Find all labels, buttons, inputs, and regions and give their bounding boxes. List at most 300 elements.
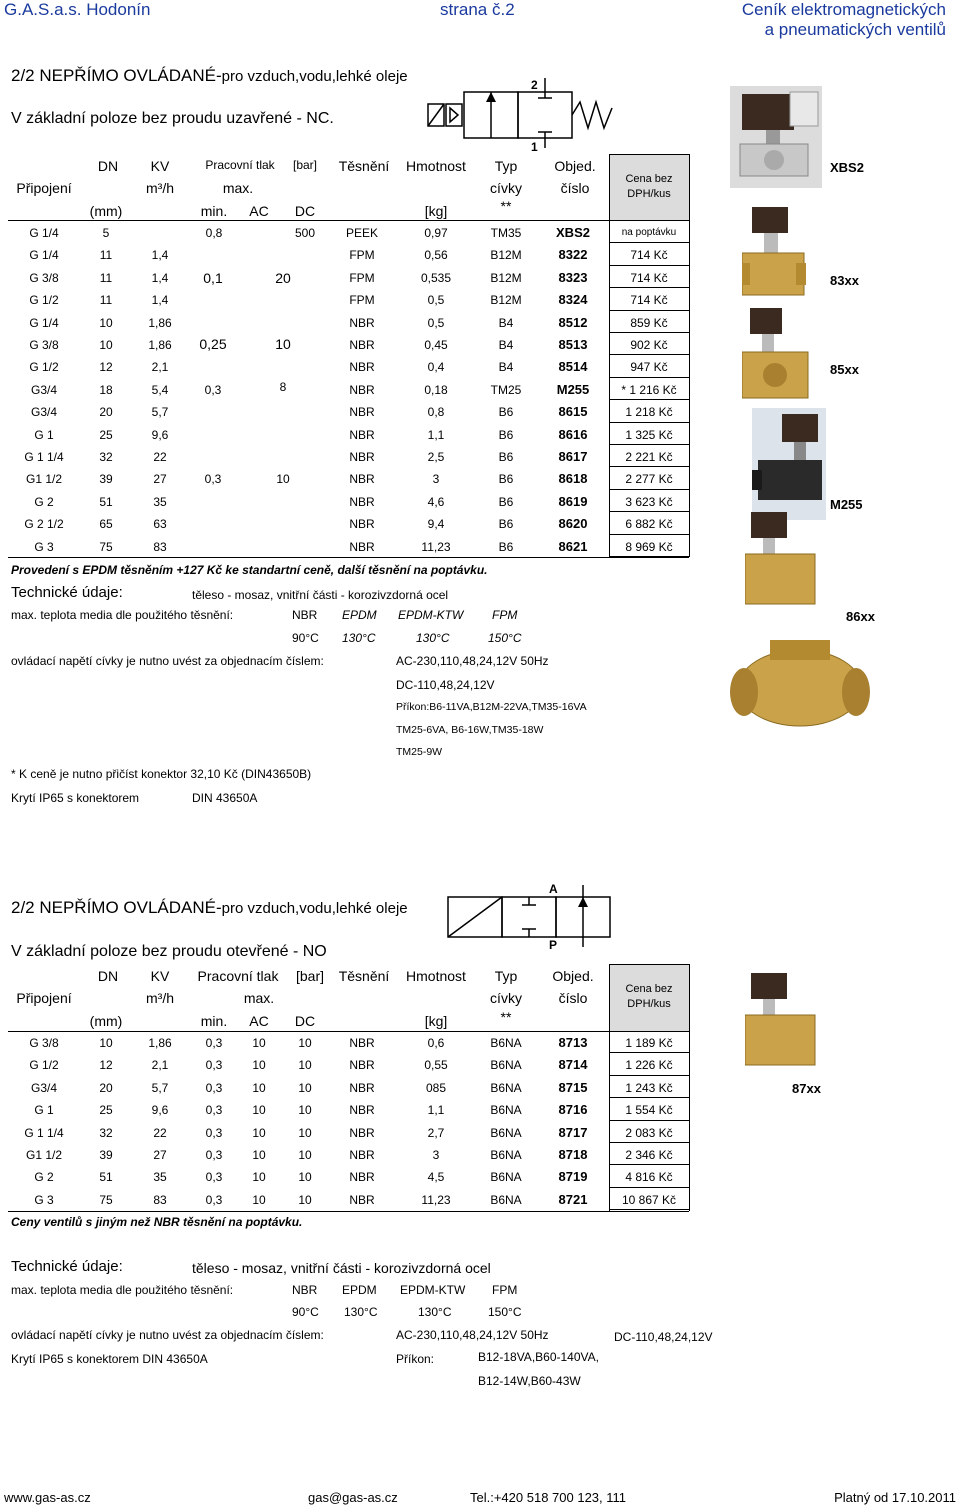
- cell-order-number: 8620: [558, 516, 588, 531]
- section2-tech-label: Technické údaje:: [11, 1258, 123, 1275]
- header-title-1: Ceník elektromagnetických: [741, 0, 946, 19]
- cell-seal: FPM: [349, 248, 375, 262]
- cell-kv: 35: [153, 1170, 167, 1184]
- cell-weight: 0,6: [427, 1036, 445, 1050]
- cell-dn: 75: [99, 1193, 113, 1207]
- cell-dn: 20: [99, 405, 113, 419]
- cell-dn: 11: [99, 248, 113, 262]
- valve-86xx-large-image: [728, 632, 873, 732]
- row-divider: [609, 1164, 689, 1165]
- cell-connection: G 1/2: [29, 293, 59, 307]
- row-divider: [609, 1142, 689, 1143]
- seal-nbr: NBR: [292, 608, 318, 622]
- row-divider: [609, 287, 689, 288]
- cell-ac: 10: [252, 1081, 266, 1095]
- cell-type: B6: [498, 450, 514, 464]
- pressure-xbs2-dc: 500: [294, 226, 316, 240]
- cell-kv: 2,1: [151, 360, 169, 374]
- cell-price: 10 867 Kč: [621, 1193, 677, 1207]
- cell-min: 0,3: [205, 1148, 223, 1162]
- section2-power-label: Příkon:: [396, 1352, 435, 1366]
- cell-price: * 1 216 Kč: [621, 383, 677, 397]
- row-divider: [609, 1120, 689, 1121]
- cell-kv: 2,1: [151, 1058, 169, 1072]
- cell-dn: 39: [99, 1148, 113, 1162]
- category-xbs2: XBS2: [830, 160, 864, 175]
- cell-min: 0,3: [205, 1193, 223, 1207]
- cell-connection: G 1/2: [29, 1058, 59, 1072]
- row-divider: [609, 422, 689, 423]
- row-divider: [609, 534, 689, 535]
- cell-kv: 27: [153, 472, 167, 486]
- cell-dc: 10: [298, 1193, 312, 1207]
- pressure-g3-max: 8: [279, 380, 287, 394]
- th2-price-2: DPH/kus: [627, 998, 671, 1010]
- cell-order-number: 8719: [558, 1169, 588, 1184]
- page-number: strana č.2: [440, 0, 515, 19]
- cell-min: 0,3: [205, 1036, 223, 1050]
- cell-order-number: 8713: [558, 1035, 588, 1050]
- cell-price: 1 554 Kč: [625, 1103, 673, 1117]
- cell-weight: 0,5: [427, 293, 445, 307]
- th2-mm: (mm): [89, 1013, 123, 1029]
- cell-weight: 0,56: [424, 248, 448, 262]
- cell-kv: 27: [153, 1148, 167, 1162]
- section2-voltage-label: ovládací napětí cívky je nutno uvést za objednacím číslem:: [11, 1328, 324, 1342]
- th-min: min.: [200, 203, 228, 219]
- th-stars: **: [500, 198, 512, 214]
- cell-seal: NBR: [349, 495, 375, 509]
- valve-86xx-small-image: [745, 512, 819, 612]
- cell-type: B6NA: [490, 1193, 522, 1207]
- th-max: max.: [222, 180, 254, 196]
- cell-dn: 5: [102, 226, 110, 240]
- cell-kv: 1,4: [151, 248, 169, 262]
- row-divider: [609, 489, 689, 490]
- cell-dc: 10: [298, 1058, 312, 1072]
- cell-min: 0,3: [205, 1126, 223, 1140]
- pressure-g1-max: 20: [275, 270, 291, 286]
- cell-dc: 10: [298, 1103, 312, 1117]
- s2-seal-nbr: NBR: [292, 1283, 318, 1297]
- cell-order-number: 8514: [558, 359, 588, 374]
- cell-type: B6NA: [490, 1170, 522, 1184]
- cell-dc: 10: [298, 1170, 312, 1184]
- cell-dn: 18: [99, 383, 113, 397]
- cell-min: 0,3: [205, 1170, 223, 1184]
- cell-dn: 10: [99, 1036, 113, 1050]
- cell-price: 947 Kč: [630, 360, 668, 374]
- symbol1-top-label: 2: [531, 78, 538, 92]
- section1-max-temp-label: max. teplota media dle použitého těsnění:: [11, 608, 234, 622]
- cell-dn: 39: [99, 472, 113, 486]
- cell-ac: 10: [252, 1193, 266, 1207]
- th-price-1: Cena bez: [625, 173, 673, 185]
- cell-seal: NBR: [349, 1081, 375, 1095]
- pressure-g1-min: 0,1: [203, 270, 223, 286]
- cell-type: B6: [498, 495, 514, 509]
- cell-weight: 0,45: [424, 338, 448, 352]
- category-85xx: 85xx: [830, 362, 859, 377]
- cell-kv: 5,7: [151, 405, 169, 419]
- cell-order-number: 8513: [558, 337, 588, 352]
- cell-order-number: M255: [556, 382, 590, 397]
- cell-price: 2 277 Kč: [625, 472, 673, 486]
- cell-dn: 12: [99, 1058, 113, 1072]
- cell-connection: G1 1/2: [25, 1148, 63, 1162]
- cell-type: B6NA: [490, 1103, 522, 1117]
- s2-seal-epdm-ktw: EPDM-KTW: [400, 1283, 466, 1297]
- s2-temp-epdm: 130°C: [344, 1305, 378, 1319]
- valve-symbol-nc-icon: [420, 78, 620, 148]
- cell-price: 714 Kč: [630, 248, 668, 262]
- cell-type: B6: [498, 517, 514, 531]
- th-number: číslo: [560, 180, 590, 196]
- cell-dn: 11: [99, 271, 113, 285]
- cell-type: B6NA: [490, 1081, 522, 1095]
- cell-connection: G 1/4: [29, 226, 59, 240]
- section2-ip-label: Krytí IP65 s konektorem DIN 43650A: [11, 1352, 208, 1366]
- cell-type: TM25: [490, 383, 522, 397]
- section1-power-3: TM25-9W: [396, 746, 443, 758]
- cell-kv: 9,6: [151, 1103, 169, 1117]
- th-seal: Těsnění: [338, 158, 390, 174]
- cell-dn: 20: [99, 1081, 113, 1095]
- section2-note: Ceny ventilů s jiným než NBR těsnění na poptávku.: [11, 1215, 303, 1229]
- th-kv: KV: [150, 158, 170, 174]
- footer-email[interactable]: gas@gas-as.cz: [308, 1490, 398, 1505]
- pressure-g4-max: 10: [276, 472, 290, 486]
- cell-order-number: 8621: [558, 539, 588, 554]
- cell-connection: G 1/4: [29, 316, 59, 330]
- cell-connection: G3/4: [30, 383, 58, 397]
- cell-type: B4: [498, 360, 514, 374]
- cell-price: 1 226 Kč: [625, 1058, 673, 1072]
- cell-order-number: 8715: [558, 1080, 588, 1095]
- cell-type: B6: [498, 428, 514, 442]
- symbol2-bottom-label: P: [549, 938, 558, 952]
- pressure-g2-max: 10: [275, 336, 291, 352]
- cell-type: B6: [498, 540, 514, 554]
- cell-order-number: 8618: [558, 471, 588, 486]
- cell-type: TM35: [490, 226, 522, 240]
- cell-dn: 12: [99, 360, 113, 374]
- th2-number: číslo: [558, 990, 588, 1006]
- cell-seal: NBR: [349, 1170, 375, 1184]
- cell-type: B6NA: [490, 1058, 522, 1072]
- cell-connection: G 2: [34, 495, 54, 509]
- cell-kv: 83: [153, 540, 167, 554]
- row-divider: [609, 242, 689, 243]
- category-86xx: 86xx: [846, 609, 875, 624]
- footer-web[interactable]: www.gas-as.cz: [4, 1490, 91, 1505]
- cell-kv: 9,6: [151, 428, 169, 442]
- category-83xx: 83xx: [830, 273, 859, 288]
- s2-seal-epdm: EPDM: [342, 1283, 377, 1297]
- cell-weight: 11,23: [421, 540, 451, 554]
- th2-bar: [bar]: [295, 968, 325, 984]
- temp-epdm: 130°C: [342, 631, 376, 645]
- cell-seal: NBR: [349, 450, 375, 464]
- cell-dc: 10: [298, 1148, 312, 1162]
- cell-kv: 1,86: [148, 1036, 172, 1050]
- section1-voltage-ac: AC-230,110,48,24,12V 50Hz: [396, 654, 549, 668]
- cell-connection: G 3/8: [29, 271, 59, 285]
- section2-tech-body: těleso - mosaz, vnitřní části - korozivzdorná ocel: [192, 1260, 491, 1276]
- section2-power-1: B12-18VA,B60-140VA,: [478, 1350, 599, 1364]
- cell-order-number: 8323: [558, 270, 588, 285]
- cell-order-number: 8721: [558, 1192, 588, 1207]
- valve-xbs2-image: [730, 86, 822, 188]
- cell-price: 714 Kč: [630, 293, 668, 307]
- cell-connection: G 3: [34, 1193, 54, 1207]
- th2-dc: DC: [294, 1013, 316, 1029]
- section1-power-1: Příkon:B6-11VA,B12M-22VA,TM35-16VA: [396, 701, 587, 713]
- th2-coil: cívky: [490, 990, 522, 1006]
- cell-dc: 10: [298, 1036, 312, 1050]
- cell-order-number: 8617: [558, 449, 588, 464]
- cell-connection: G 2 1/2: [24, 517, 64, 531]
- section1-tech-label: Technické údaje:: [11, 584, 123, 601]
- cell-connection: G3/4: [30, 1081, 58, 1095]
- cell-seal: NBR: [349, 540, 375, 554]
- cell-price: 859 Kč: [630, 316, 668, 330]
- cell-order-number: 8717: [558, 1125, 588, 1140]
- cell-seal: NBR: [349, 472, 375, 486]
- symbol1-bottom-label: 1: [531, 140, 538, 154]
- cell-dn: 25: [99, 428, 113, 442]
- section1-voltage-label: ovládací napětí cívky je nutno uvést za objednacím číslem:: [11, 654, 324, 668]
- section1-voltage-dc: DC-110,48,24,12V: [396, 678, 495, 692]
- cell-connection: G 1: [34, 428, 54, 442]
- cell-dn: 75: [99, 540, 113, 554]
- th2-stars: **: [500, 1009, 512, 1025]
- cell-weight: 0,97: [424, 226, 448, 240]
- cell-weight: 9,4: [427, 517, 445, 531]
- header-title-2: a pneumatických ventilů: [764, 20, 946, 39]
- section1-tech-body: těleso - mosaz, vnitřní části - korozivzdorná ocel: [192, 588, 449, 602]
- cell-price: 1 243 Kč: [625, 1081, 673, 1095]
- cell-type: B6: [498, 405, 514, 419]
- cell-connection: G 3/8: [29, 1036, 59, 1050]
- row-divider: [609, 1187, 689, 1188]
- row-divider: [609, 1075, 689, 1076]
- cell-weight: 4,5: [427, 1170, 445, 1184]
- s2-temp-epdm-ktw: 130°C: [418, 1305, 452, 1319]
- cell-kv: 35: [153, 495, 167, 509]
- cell-dn: 25: [99, 1103, 113, 1117]
- th-order: Objed.: [554, 158, 596, 174]
- pressure-xbs2-min: 0,8: [205, 226, 223, 240]
- row-divider: [609, 556, 689, 557]
- cell-seal: NBR: [349, 1058, 375, 1072]
- th-mm: (mm): [89, 203, 123, 219]
- row-divider: [609, 511, 689, 512]
- cell-type: B6NA: [490, 1126, 522, 1140]
- section2-max-temp-label: max. teplota media dle použitého těsnění:: [11, 1283, 234, 1297]
- cell-order-number: 8322: [558, 247, 588, 262]
- th2-weight: Hmotnost: [406, 968, 466, 984]
- cell-kv: 22: [153, 450, 167, 464]
- cell-connection: G 1/4: [29, 248, 59, 262]
- cell-kv: 1,4: [151, 271, 169, 285]
- cell-min: 0,3: [205, 1103, 223, 1117]
- valve-symbol-no-icon: [440, 885, 620, 947]
- th2-max: max.: [243, 990, 275, 1006]
- cell-min: 0,3: [205, 1058, 223, 1072]
- th2-pressure: Pracovní tlak: [197, 968, 279, 984]
- s2-temp-nbr: 90°C: [292, 1305, 319, 1319]
- row-divider: [609, 399, 689, 400]
- cell-connection: G 1: [34, 1103, 54, 1117]
- cell-seal: FPM: [349, 271, 375, 285]
- cell-price: 902 Kč: [630, 338, 668, 352]
- cell-price: 2 221 Kč: [625, 450, 673, 464]
- th2-ac: AC: [249, 1013, 269, 1029]
- pressure-g4-min: 0,3: [204, 472, 222, 486]
- cell-weight: 0,18: [424, 383, 448, 397]
- cell-price: 1 189 Kč: [625, 1036, 673, 1050]
- section1-ip-value: DIN 43650A: [192, 791, 258, 805]
- cell-dc: 10: [298, 1081, 312, 1095]
- cell-weight: 0,55: [424, 1058, 448, 1072]
- cell-dn: 65: [99, 517, 113, 531]
- cell-ac: 10: [252, 1058, 266, 1072]
- cell-weight: 1,1: [427, 1103, 445, 1117]
- footer-valid: Platný od 17.10.2011: [834, 1490, 956, 1505]
- cell-weight: 0,8: [427, 405, 445, 419]
- th2-connection: Připojení: [16, 990, 72, 1006]
- cell-order-number: 8716: [558, 1102, 588, 1117]
- cell-ac: 10: [252, 1148, 266, 1162]
- row-divider: [609, 1209, 689, 1210]
- cell-seal: NBR: [349, 517, 375, 531]
- cell-seal: NBR: [349, 1126, 375, 1140]
- cell-weight: 1,1: [427, 428, 445, 442]
- cell-dn: 51: [99, 495, 113, 509]
- cell-price: 1 218 Kč: [625, 405, 673, 419]
- cell-price: 3 623 Kč: [625, 495, 673, 509]
- cell-order-number: XBS2: [556, 225, 590, 240]
- cell-order-number: 8512: [558, 315, 588, 330]
- footer-tel: Tel.:+420 518 700 123, 111: [470, 1490, 627, 1505]
- cell-price: 4 816 Kč: [625, 1170, 673, 1184]
- th-ac: AC: [249, 203, 269, 219]
- row-divider: [609, 310, 689, 311]
- seal-epdm-ktw: EPDM-KTW: [398, 608, 464, 622]
- valve-83xx-image: [742, 205, 816, 303]
- seal-epdm: EPDM: [342, 608, 377, 622]
- cell-type: B12M: [490, 293, 522, 307]
- cell-dn: 51: [99, 1170, 113, 1184]
- row-divider: [609, 444, 689, 445]
- valve-87xx-image: [745, 973, 819, 1073]
- cell-seal: NBR: [349, 316, 375, 330]
- cell-dn: 32: [99, 1126, 113, 1140]
- cell-ac: 10: [252, 1126, 266, 1140]
- cell-seal: NBR: [349, 383, 375, 397]
- cell-weight: 0,4: [427, 360, 445, 374]
- cell-order-number: 8718: [558, 1147, 588, 1162]
- cell-dn: 10: [99, 338, 113, 352]
- cell-seal: NBR: [349, 1193, 375, 1207]
- section2-power-2: B12-14W,B60-43W: [478, 1374, 581, 1388]
- cell-ac: 10: [252, 1170, 266, 1184]
- cell-weight: 11,23: [421, 1193, 451, 1207]
- th-dn: DN: [97, 158, 119, 174]
- cell-kv: 63: [153, 517, 167, 531]
- cell-connection: G 1 1/4: [24, 1126, 64, 1140]
- category-m255: M255: [830, 497, 863, 512]
- cell-seal: NBR: [349, 1036, 375, 1050]
- th2-min: min.: [200, 1013, 228, 1029]
- cell-connection: G1 1/2: [25, 472, 63, 486]
- th2-kv: KV: [150, 968, 170, 984]
- cell-order-number: 8616: [558, 427, 588, 442]
- cell-dn: 11: [99, 293, 113, 307]
- th2-seal: Těsnění: [338, 968, 390, 984]
- cell-seal: NBR: [349, 360, 375, 374]
- th-connection: Připojení: [16, 180, 72, 196]
- th-pressure: Pracovní tlak: [205, 158, 275, 172]
- cell-kv: 1,86: [148, 316, 172, 330]
- th2-order: Objed.: [552, 968, 594, 984]
- cell-weight: 3: [432, 1148, 440, 1162]
- th-type: Typ: [494, 158, 518, 174]
- temp-nbr: 90°C: [292, 631, 319, 645]
- cell-type: B4: [498, 316, 514, 330]
- section2-voltage-ac: AC-230,110,48,24,12V 50Hz: [396, 1328, 549, 1342]
- cell-kv: 22: [153, 1126, 167, 1140]
- row-divider: [609, 332, 689, 333]
- cell-connection: G 3/8: [29, 338, 59, 352]
- cell-weight: 3: [432, 472, 440, 486]
- cell-weight: 0,535: [420, 271, 452, 285]
- row-divider: [609, 377, 689, 378]
- temp-epdm-ktw: 130°C: [416, 631, 450, 645]
- cell-seal: NBR: [349, 405, 375, 419]
- section1-ip-label: Krytí IP65 s konektorem: [11, 791, 140, 805]
- cell-kv: 1,86: [148, 338, 172, 352]
- row-divider: [609, 354, 689, 355]
- cell-seal: NBR: [349, 1103, 375, 1117]
- section1-title: 2/2 NEPŘÍMO OVLÁDANÉ-pro vzduch,vodu,lehké oleje: [11, 66, 408, 85]
- cell-kv: 83: [153, 1193, 167, 1207]
- cell-price: 6 882 Kč: [625, 517, 673, 531]
- th2-m3h: m³/h: [146, 990, 174, 1006]
- cell-type: B12M: [490, 271, 522, 285]
- cell-weight: 0,5: [427, 316, 445, 330]
- cell-connection: G 3: [34, 540, 54, 554]
- cell-connection: G 1 1/4: [24, 450, 64, 464]
- cell-weight: 2,5: [427, 450, 445, 464]
- cell-type: B6NA: [490, 1036, 522, 1050]
- th-m3h: m³/h: [146, 180, 174, 196]
- row-divider: [609, 265, 689, 266]
- s2-seal-fpm: FPM: [492, 1283, 518, 1297]
- cell-price: 1 325 Kč: [625, 428, 673, 442]
- cell-seal: NBR: [349, 338, 375, 352]
- connector-note: * K ceně je nutno přičíst konektor 32,10 Kč (DIN43650B): [11, 767, 312, 781]
- th2-type: Typ: [494, 968, 518, 984]
- cell-kv: 5,4: [151, 383, 169, 397]
- cell-price: 714 Kč: [630, 271, 668, 285]
- company-name: G.A.S.a.s. Hodonín: [4, 0, 151, 19]
- s2-temp-fpm: 150°C: [488, 1305, 522, 1319]
- cell-order-number: 8619: [558, 494, 588, 509]
- cell-type: B12M: [490, 248, 522, 262]
- th-kg: [kg]: [424, 203, 448, 219]
